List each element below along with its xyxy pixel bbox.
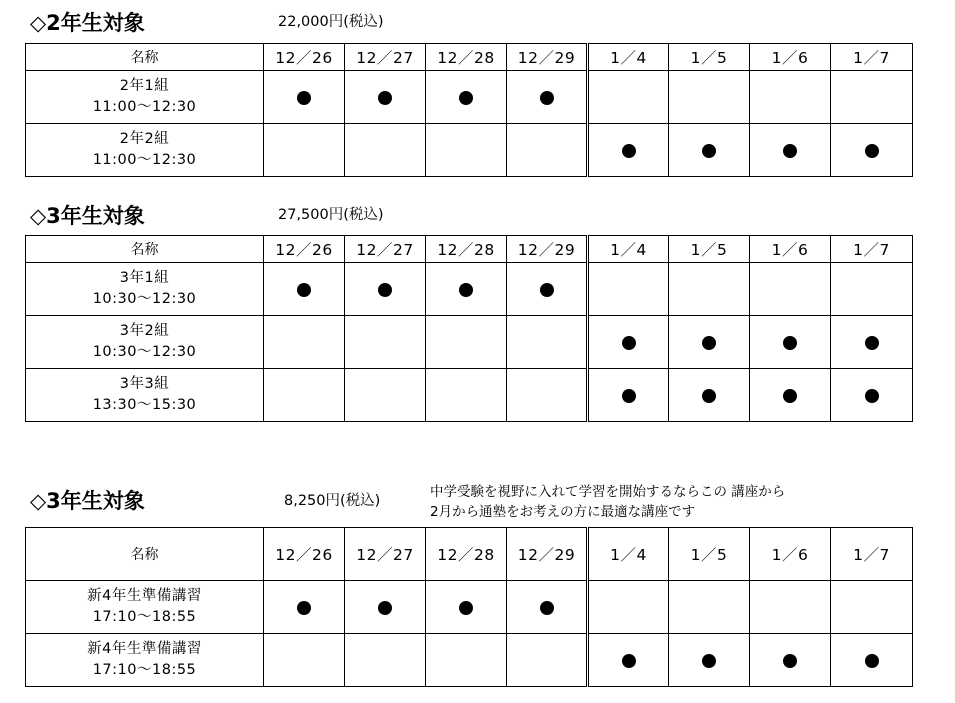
class-time: 17:10～18:55 <box>92 662 197 678</box>
attendance-dot <box>540 91 554 105</box>
date-header: 12／28 <box>426 236 507 263</box>
class-name-cell <box>26 634 264 687</box>
mark-cell <box>264 263 345 316</box>
mark-cell <box>831 316 913 369</box>
class-name: 3年1組 <box>119 270 170 286</box>
section-1-price: 22,000円(税込) <box>278 14 384 30</box>
mark-cell <box>426 369 507 422</box>
table-row <box>26 316 913 369</box>
class-name-cell <box>26 369 264 422</box>
class-name: 2年1組 <box>119 78 170 94</box>
date-header: 1／6 <box>750 44 831 71</box>
date-header: 1／5 <box>669 236 750 263</box>
mark-cell <box>264 124 345 177</box>
mark-cell <box>345 124 426 177</box>
date-header: 1／7 <box>831 528 913 581</box>
attendance-dot <box>865 144 879 158</box>
attendance-dot <box>783 336 797 350</box>
table-row <box>26 581 913 634</box>
table-row <box>26 263 913 316</box>
date-header: 1／7 <box>831 236 913 263</box>
mark-cell <box>750 71 831 124</box>
section-2-title: ◇3年生対象 <box>30 204 145 228</box>
class-name: 新4年生準備講習 <box>87 641 202 657</box>
mark-cell <box>669 263 750 316</box>
mark-cell <box>345 369 426 422</box>
attendance-dot <box>378 283 392 297</box>
note-line: 中学受験を視野に入れて学習を開始するならこの 講座から <box>430 484 786 500</box>
mark-cell <box>426 71 507 124</box>
attendance-dot <box>622 144 636 158</box>
mark-cell <box>345 316 426 369</box>
section-3-note <box>430 482 785 522</box>
table-row <box>26 124 913 177</box>
mark-cell <box>669 71 750 124</box>
attendance-dot <box>783 654 797 668</box>
note-line: 2月から通塾をお考えの方に最適な講座です <box>430 504 696 520</box>
mark-cell <box>345 263 426 316</box>
attendance-dot <box>622 336 636 350</box>
class-time: 11:00～12:30 <box>92 152 197 168</box>
mark-cell <box>669 369 750 422</box>
header-row <box>26 44 913 71</box>
mark-cell <box>831 581 913 634</box>
section-2-schedule-table <box>25 235 913 422</box>
mark-cell <box>669 316 750 369</box>
name-header: 名称 <box>26 44 264 71</box>
mark-cell <box>669 581 750 634</box>
mark-cell <box>507 71 588 124</box>
mark-cell <box>426 263 507 316</box>
date-header: 1／4 <box>588 528 669 581</box>
attendance-dot <box>865 336 879 350</box>
date-header: 12／29 <box>507 44 588 71</box>
mark-cell <box>426 634 507 687</box>
mark-cell <box>831 124 913 177</box>
mark-cell <box>831 634 913 687</box>
mark-cell <box>264 581 345 634</box>
mark-cell <box>507 581 588 634</box>
section-2-price: 27,500円(税込) <box>278 207 384 223</box>
mark-cell <box>507 124 588 177</box>
class-name-cell <box>26 316 264 369</box>
date-header: 12／29 <box>507 236 588 263</box>
mark-cell <box>588 369 669 422</box>
mark-cell <box>831 71 913 124</box>
mark-cell <box>750 263 831 316</box>
date-header: 1／5 <box>669 44 750 71</box>
date-header: 12／26 <box>264 528 345 581</box>
attendance-dot <box>378 601 392 615</box>
mark-cell <box>750 634 831 687</box>
attendance-dot <box>378 91 392 105</box>
mark-cell <box>831 263 913 316</box>
mark-cell <box>669 634 750 687</box>
attendance-dot <box>865 654 879 668</box>
header-row <box>26 528 913 581</box>
attendance-dot <box>783 389 797 403</box>
attendance-dot <box>459 283 473 297</box>
mark-cell <box>345 581 426 634</box>
attendance-dot <box>297 91 311 105</box>
mark-cell <box>669 124 750 177</box>
class-time: 10:30～12:30 <box>92 344 197 360</box>
mark-cell <box>345 71 426 124</box>
attendance-dot <box>783 144 797 158</box>
mark-cell <box>750 581 831 634</box>
mark-cell <box>507 369 588 422</box>
date-header: 12／27 <box>345 44 426 71</box>
section-1-title: ◇2年生対象 <box>30 11 145 35</box>
attendance-dot <box>702 389 716 403</box>
mark-cell <box>426 316 507 369</box>
attendance-dot <box>622 389 636 403</box>
mark-cell <box>507 263 588 316</box>
mark-cell <box>831 369 913 422</box>
date-header: 12／27 <box>345 236 426 263</box>
mark-cell <box>750 316 831 369</box>
attendance-dot <box>702 654 716 668</box>
table-row <box>26 369 913 422</box>
mark-cell <box>264 369 345 422</box>
mark-cell <box>588 634 669 687</box>
name-header: 名称 <box>26 236 264 263</box>
mark-cell <box>426 581 507 634</box>
attendance-dot <box>702 336 716 350</box>
mark-cell <box>588 316 669 369</box>
attendance-dot <box>459 601 473 615</box>
class-name-cell <box>26 581 264 634</box>
date-header: 1／4 <box>588 44 669 71</box>
date-header: 12／28 <box>426 44 507 71</box>
date-header: 12／26 <box>264 44 345 71</box>
table-row <box>26 71 913 124</box>
mark-cell <box>264 634 345 687</box>
mark-cell <box>345 634 426 687</box>
attendance-dot <box>540 601 554 615</box>
mark-cell <box>507 634 588 687</box>
date-header: 12／27 <box>345 528 426 581</box>
class-name-cell <box>26 71 264 124</box>
mark-cell <box>588 263 669 316</box>
mark-cell <box>588 71 669 124</box>
class-name: 2年2組 <box>119 131 170 147</box>
mark-cell <box>588 124 669 177</box>
date-header: 1／7 <box>831 44 913 71</box>
class-time: 10:30～12:30 <box>92 291 197 307</box>
mark-cell <box>588 581 669 634</box>
name-header: 名称 <box>26 528 264 581</box>
attendance-dot <box>297 283 311 297</box>
table-row <box>26 634 913 687</box>
class-name: 新4年生準備講習 <box>87 588 202 604</box>
attendance-dot <box>702 144 716 158</box>
class-time: 17:10～18:55 <box>92 609 197 625</box>
date-header: 1／6 <box>750 528 831 581</box>
mark-cell <box>264 71 345 124</box>
attendance-dot <box>297 601 311 615</box>
header-row <box>26 236 913 263</box>
date-header: 12／29 <box>507 528 588 581</box>
attendance-dot <box>459 91 473 105</box>
class-time: 13:30～15:30 <box>92 397 197 413</box>
section-3-title: ◇3年生対象 <box>30 489 145 513</box>
date-header: 1／5 <box>669 528 750 581</box>
section-3-schedule-table <box>25 527 913 687</box>
date-header: 1／6 <box>750 236 831 263</box>
mark-cell <box>264 316 345 369</box>
mark-cell <box>426 124 507 177</box>
date-header: 12／26 <box>264 236 345 263</box>
mark-cell <box>750 124 831 177</box>
class-name: 3年2組 <box>119 323 170 339</box>
class-name: 3年3組 <box>119 376 170 392</box>
date-header: 1／4 <box>588 236 669 263</box>
class-name-cell <box>26 124 264 177</box>
section-1-schedule-table <box>25 43 913 177</box>
attendance-dot <box>540 283 554 297</box>
attendance-dot <box>865 389 879 403</box>
class-time: 11:00～12:30 <box>92 99 197 115</box>
class-name-cell <box>26 263 264 316</box>
date-header: 12／28 <box>426 528 507 581</box>
mark-cell <box>750 369 831 422</box>
attendance-dot <box>622 654 636 668</box>
section-3-price: 8,250円(税込) <box>284 493 381 509</box>
mark-cell <box>507 316 588 369</box>
